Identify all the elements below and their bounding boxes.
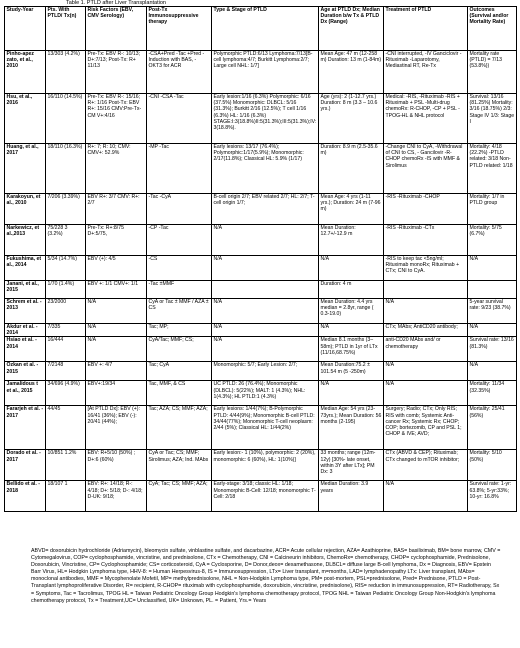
table-cell: N/A bbox=[319, 256, 384, 281]
table-cell: R+: 7; R: 10; CMV: CMV+: 52.9% bbox=[86, 144, 147, 194]
table-cell: -MP -Tac bbox=[147, 144, 212, 194]
table-cell: Mean Duration: 12.7+/-12.9 m bbox=[319, 225, 384, 256]
table-cell: N/A bbox=[468, 256, 517, 281]
table-cell: Median 8.1 months (3–58m); PTLD in 1yr of LTx (11/16,68.75%) bbox=[319, 337, 384, 362]
study-cell: Hsiao et al. - 2014 bbox=[5, 337, 46, 362]
table-cell: Tac; CyA bbox=[147, 362, 212, 381]
table-row bbox=[5, 144, 517, 194]
table-cell: N/A bbox=[212, 256, 319, 281]
table-row bbox=[5, 381, 517, 406]
table-row bbox=[5, 194, 517, 225]
column-header: Post-Tx Immunosuppressive therapy bbox=[147, 7, 212, 51]
study-cell: Akdur et al. - 2014 bbox=[5, 324, 46, 337]
table-cell: EBV: R+: 14/18; R-: 4/18; D+: 5/18; D-: 4/18; D-UK: 9/18; bbox=[86, 481, 147, 512]
table-cell: N/A bbox=[212, 324, 319, 337]
table-cell: N/A bbox=[319, 324, 384, 337]
study-cell: Fararjeh et al. - 2017 bbox=[5, 406, 46, 450]
table-cell: Median Duration: 3.9 years bbox=[319, 481, 384, 512]
table-cell: EBV R+: 3/7 CMV: R+: 2/7 bbox=[86, 194, 147, 225]
table-cell: anti-CD20 MAbs and/ or chemotherapy bbox=[384, 337, 468, 362]
table-cell: Mean Age: 47 m (12-258 m) Duration: 13 m (1-84m) bbox=[319, 51, 384, 94]
table-cell: 23/2000 bbox=[46, 299, 86, 324]
table-cell: 5/34 (14.7%) bbox=[46, 256, 86, 281]
table-cell: Tac; MP; bbox=[147, 324, 212, 337]
table-cell: B-cell origin 2/7; EBV related 2/7; HL: 2/7; T-cell origin 1/7; bbox=[212, 194, 319, 225]
table-cell: CyA/Tac; MMF; CS; bbox=[147, 337, 212, 362]
table-cell: 13/303 (4.2%) bbox=[46, 51, 86, 94]
column-header: Treatment of PTLD bbox=[384, 7, 468, 51]
table-cell: Duration: 8.9 m (2.5-35.6 m) bbox=[319, 144, 384, 194]
table-cell: Age (yrs): 2 (1-12.7 yrs.) Duration: 8 m (3.3 – 10.6 yrs.) bbox=[319, 94, 384, 144]
table-cell: N/A bbox=[468, 324, 517, 337]
table-cell: Tac; AZA; CS; MMF; AZA; bbox=[147, 406, 212, 450]
table-cell: EBV (+): 4/5 bbox=[86, 256, 147, 281]
table-cell: Mortality: 1/7 in PTLD group bbox=[468, 194, 517, 225]
table-cell: Mean Duration: 4.4 yrs median = 2.8yr, range ( 0.3-19.0) bbox=[319, 299, 384, 324]
table-cell: Median Age: 54 yrs (23-73yrs.); Mean Duration: 56 months (2-195) bbox=[319, 406, 384, 450]
table-cell: -RIS -Rituximab -CTx bbox=[384, 225, 468, 256]
table-cell: 16/444 bbox=[46, 337, 86, 362]
table-row bbox=[5, 51, 517, 94]
table-row bbox=[5, 406, 517, 450]
table-cell: -CNI interrupted, -IV Ganciclovir -Rituximab -Laparotomy, Mediastinal RT, Re-Tx bbox=[384, 51, 468, 94]
table-cell: -RIS to keep tac <5ng/ml; Rituximab monoRx; Rituximab + CTx; CNI to CyA. bbox=[384, 256, 468, 281]
table-body bbox=[5, 51, 517, 512]
table-cell: N/A bbox=[384, 481, 468, 512]
table-row bbox=[5, 281, 517, 299]
table-cell: 44/45 bbox=[46, 406, 86, 450]
table-cell: Surgery; Radio; CTx; Only RIS; RIS with comb; Systemic Anti-cancer Rx; Systemic Rx; CHOP; COP; bortezomib, CP and PSL 1; CHOP & IVE; AVD; bbox=[384, 406, 468, 450]
table-cell: Polymorphic PTLD:6/13 Lymphoma:7/13[B-cell lymphoma:4/7; Burkitt Lymphoma:2/7; Large cell NHL: 1/7] bbox=[212, 51, 319, 94]
table-cell: N/A bbox=[319, 381, 384, 406]
table-cell: N/A bbox=[212, 299, 319, 324]
table-cell: 18/107 1 bbox=[46, 481, 86, 512]
table-cell: Mean Duration:75.2 ± 101.54 m (5 -250m) bbox=[319, 362, 384, 381]
table-row bbox=[5, 324, 517, 337]
table-cell: CyA or Tac; CS; MMF; Sirolimus; AZA; Ind. MAbs bbox=[147, 450, 212, 481]
table-cell: Mortality rate (PTLD) = 7/13 (53.8%)) bbox=[468, 51, 517, 94]
table-cell: EBV: R+5/10 (50%) ; D+:6 (60%) bbox=[86, 450, 147, 481]
table-cell: N/A bbox=[384, 381, 468, 406]
table-cell: 18/110 (16.3%) bbox=[46, 144, 86, 194]
table-cell: Mortality: 5/75 (6.7%) bbox=[468, 225, 517, 256]
table-cell: N/A bbox=[212, 225, 319, 256]
study-cell: Jamalidous t et al., 2015 bbox=[5, 381, 46, 406]
column-header: Pts. With PTLD/ Tx(n) bbox=[46, 7, 86, 51]
table-cell: CyA; Tac; CS; MMF; AZA; bbox=[147, 481, 212, 512]
study-cell: Dorado et al. - 2017 bbox=[5, 450, 46, 481]
column-header: Risk Factors (EBV, CMV Serology) bbox=[86, 7, 147, 51]
table-header bbox=[5, 7, 517, 51]
abbreviations-legend: ABVD= doxorubicin hydrochloride (Adriamycin), bleomycin sulfate, vinblastine sulfate, and dacarbazine, ACR= Acute cellular rejection, AZA= Azathioprine, BAS= basiliximab, BM= bone marrow, CMV = Cytomegalovirus, COP= cyclophosphamide, vincristine, and prednisolone, CTx = Chemotherapy, CNI = Calcineurin inhibitors, ChemoRx= chemotherapy, CHOP= cyclophosphamide, Prednisolone, Doxorubicin, Vincristine, CP= Cyclophosphamide; CS= corticosteroid, CyA = Cyclosporine, D= Donor,deox= dexamethasone, DLBCL= diffuse large B-cell lymphoma, Dx = Diagnosis, EBV= Epstein Barr Virus, HL= Hodgkin Lymphoma type, HHV-8: = Human Herpesvirus-8, IS = Immunosuppression, LTx= Liver transplant, m=months, LAD= lymphadenopathy LTx: Liver transplant, MAbs= monoclonal antibodies, MMF = Mycophenolate Mofetil, MP= methylprednisolone, NHL = Non-Hodgkin Lymphoma type, PM= post-mortem, PSL=prednisolone, Pred= Prednisone, PTLD = Post-Transplant lymphoproliferative Disorder, R= recipient, R-CHOP= rituximab with cyclophosphamide, doxorubicin, vincristine, prednisolone), RIS= reduction in immunosuppression, RT= Radiotherapy, Sx = Symptoms, Tac = Tacrolimus, TPOG HL = Taiwan Pediatric Oncology Group Hodgkin's lymphoma chemotherapy protocol, TPOG NHL = Taiwan Pediatric Oncology Group Non-Hodgkin's lymphoma chemotherapy protocol, Tx = Treatment,UC= Unclassified, UK= Unknown, PL. = Patient, Yrs.= Years bbox=[31, 548, 501, 604]
study-cell: Karakoyun, et al., 2010 bbox=[5, 194, 46, 225]
table-cell: Monomorphic: 5/7; Early Lesion: 2/7; bbox=[212, 362, 319, 381]
table-cell: Duration: 4 m bbox=[319, 281, 384, 299]
table-row bbox=[5, 94, 517, 144]
table-cell: Pre-Tx: EBV R-: 15/16; R+: 1/16 Post-Tx: EBV R+: 15/16 CMV:Pre-Tx-CM V+:4/16 bbox=[86, 94, 147, 144]
table-row bbox=[5, 450, 517, 481]
table-cell: -Change CNI to CyA, -Withdrawal of CNI to CS, - Gancilovir -R-CHOP chemoRx -IS with MMF & Sirolimus bbox=[384, 144, 468, 194]
table-cell: Mortality: 11/34 (32.35%) bbox=[468, 381, 517, 406]
table-cell: -CS bbox=[147, 256, 212, 281]
table-cell: 33 months; range (12m-12y) [30%- late onset, within 3Y after LTx]; PM Dx: 3 bbox=[319, 450, 384, 481]
table-cell: 16/110 (14.5%) bbox=[46, 94, 86, 144]
table-cell: 34/696 (4.9%) bbox=[46, 381, 86, 406]
table-cell: [At PTLD Dx]: EBV (+): 16/41 (36%); EBV (-): 20/41 (44%); bbox=[86, 406, 147, 450]
table-cell: 7/335 bbox=[46, 324, 86, 337]
table-cell: Early lesion:1/16 (6.3%) Polymorphic: 6/16 (37.5%) Monomorphic: DLBCL: 5/16 (31.3%); Burkitt 2/16 (12.5%); T cell 1/16 (6.3%) HL: 1/16 (6.3%) STAGE:I:3(18.8%)II:5(31.3%);III:5(31.3%);IV:3(18.8%). bbox=[212, 94, 319, 144]
table-cell: Survival: 13/16 (81.25%) Mortality: 3/16 (18.75%) 2/3: Stage IV 1/3: Stage I bbox=[468, 94, 517, 144]
study-cell: Narkewicz, et al.,2013 bbox=[5, 225, 46, 256]
table-cell: N/A bbox=[212, 337, 319, 362]
table-cell: N/A bbox=[384, 299, 468, 324]
study-cell: Fukushima, et al., 2014 bbox=[5, 256, 46, 281]
table-cell: 75/228 3 (3.2%) bbox=[46, 225, 86, 256]
table-cell: Pre-Tx: R+:8/75 D+:5/75, bbox=[86, 225, 147, 256]
table-cell: 7/2148 bbox=[46, 362, 86, 381]
table-cell: N/A bbox=[86, 324, 147, 337]
table-cell bbox=[468, 281, 517, 299]
table-cell: UC PTLD: 26 (76.4%); Monomorphic (DLBCL): 5(22%); MALT: 1 (4.3%); NHL: 1(4.3%); HL PTLD:1 (4.3%) bbox=[212, 381, 319, 406]
table-cell: N/A bbox=[468, 362, 517, 381]
table-row bbox=[5, 299, 517, 324]
study-cell: Bellido et al. - 2018 bbox=[5, 481, 46, 512]
table-cell: Survival rate: 1-yr: 63.8%; 5-yr:33%; 10-yr: 16.8% bbox=[468, 481, 517, 512]
table-cell: 10/851 1.2% bbox=[46, 450, 86, 481]
table-cell: Mean Age: 4 yrs (1-11 yrs.); Duration: 24 m (7-96 m) bbox=[319, 194, 384, 225]
table-cell: EBV+:19/34 bbox=[86, 381, 147, 406]
table-row bbox=[5, 256, 517, 281]
table-cell: Mortality: 25/41 (56%) bbox=[468, 406, 517, 450]
table-cell: EBV +: 4/7 bbox=[86, 362, 147, 381]
table-caption: Table 1. PTLD after Liver Transplantation bbox=[66, 0, 166, 6]
table-cell: CTx; MAbs; AntiCD20 antibody; bbox=[384, 324, 468, 337]
table-cell: Early lesions: 13/17 (76.4%); Polymorphic:1/17(5.9%); Monomorphic: 2/17(11.8%); Classical HL: 5.9% (1/17) bbox=[212, 144, 319, 194]
table-row bbox=[5, 225, 517, 256]
table-cell: -Tac -CyA bbox=[147, 194, 212, 225]
table-cell: Survival rate: 13/16 (81.3%) bbox=[468, 337, 517, 362]
table-row bbox=[5, 362, 517, 381]
study-cell: Pinho-apez zato, et al., 2010 bbox=[5, 51, 46, 94]
ptld-table bbox=[4, 6, 517, 512]
table-cell: -Tac ±MMF bbox=[147, 281, 212, 299]
table-cell: Medical: -RIS, -Rituximab -RIS + Rituximab + PSL -Multi-drug chemoRx: R-CHOP, -CP + PSL -TPOG-HL & NHL protocol bbox=[384, 94, 468, 144]
study-cell: Ozkan et al. - 2015 bbox=[5, 362, 46, 381]
table-cell: Mortality: 4/18 (22.2%) -PTLD related: 3/18 Non-PTLD related: 1/18 bbox=[468, 144, 517, 194]
column-header: Type & Stage of PTLD bbox=[212, 7, 319, 51]
study-cell: Janani, et al., 2015 bbox=[5, 281, 46, 299]
study-cell: Huang, et al., 2017 bbox=[5, 144, 46, 194]
column-header: Age at PTLD Dx; Median Duration b/w Tx & PTLD Dx (Range) bbox=[319, 7, 384, 51]
table-cell bbox=[384, 281, 468, 299]
table-cell: 7/206 (3.39%) bbox=[46, 194, 86, 225]
table-cell: Tac, MMF, & CS bbox=[147, 381, 212, 406]
column-header: Study-Year bbox=[5, 7, 46, 51]
table-cell: CTx (ABVD & CEP); Rituximab; CTx changed to mTOR inhibitor; bbox=[384, 450, 468, 481]
table-cell: -CNI -CSA -Tac bbox=[147, 94, 212, 144]
table-cell: Early-stage: 3/18; classic HL: 1/18; Monomorphic B-Cell: 12/18; monomorphic T-Cell: 2/18 bbox=[212, 481, 319, 512]
header-row bbox=[5, 7, 517, 51]
table-cell: N/A bbox=[384, 362, 468, 381]
table-cell: Early lesions: 1/44(7%); B-Polymorphic PTLD: 4/44(9%); Monomorphic B-cell PTLD: 34/44(77%); Monomorphic T-cell neoplasm: 2/44 (5%); Classical HL: 1/44(2%) bbox=[212, 406, 319, 450]
table-cell: N/A bbox=[86, 299, 147, 324]
table-cell: EBV +: 1/1 CMV+: 1/1 bbox=[86, 281, 147, 299]
table-row bbox=[5, 481, 517, 512]
table-cell: 5-year survival rate: 9/23 (38.7%) bbox=[468, 299, 517, 324]
table-cell: Early lesion:- 1 (10%), polymorphic: 2 (20%), monomorphic: 6 (60%), HL: 1(10%)] bbox=[212, 450, 319, 481]
table-cell: N/A bbox=[86, 337, 147, 362]
table-cell: 1/70 (1.4%) bbox=[46, 281, 86, 299]
study-cell: Hsu, et al., 2016 bbox=[5, 94, 46, 144]
table-cell: Mortality: 5/10 (50%) bbox=[468, 450, 517, 481]
column-header: Outcomes (Survival and/or Mortality Rate) bbox=[468, 7, 517, 51]
table-cell: CyA or Tac ± MMF / AZA ± CS bbox=[147, 299, 212, 324]
table-row bbox=[5, 337, 517, 362]
table-cell bbox=[212, 281, 319, 299]
table-cell: -CP -Tac bbox=[147, 225, 212, 256]
table-cell: -CSA+Pred -Tac +Pred -Induction with BAS, -OKT3 for ACR bbox=[147, 51, 212, 94]
study-cell: Schrem et al. - 2013 bbox=[5, 299, 46, 324]
table-cell: Pre-Tx: EBV R-: 10/13; D+:7/13; Post-Tx: R+ 11/13 bbox=[86, 51, 147, 94]
table-cell: -RIS -Rituximab -CHOP bbox=[384, 194, 468, 225]
